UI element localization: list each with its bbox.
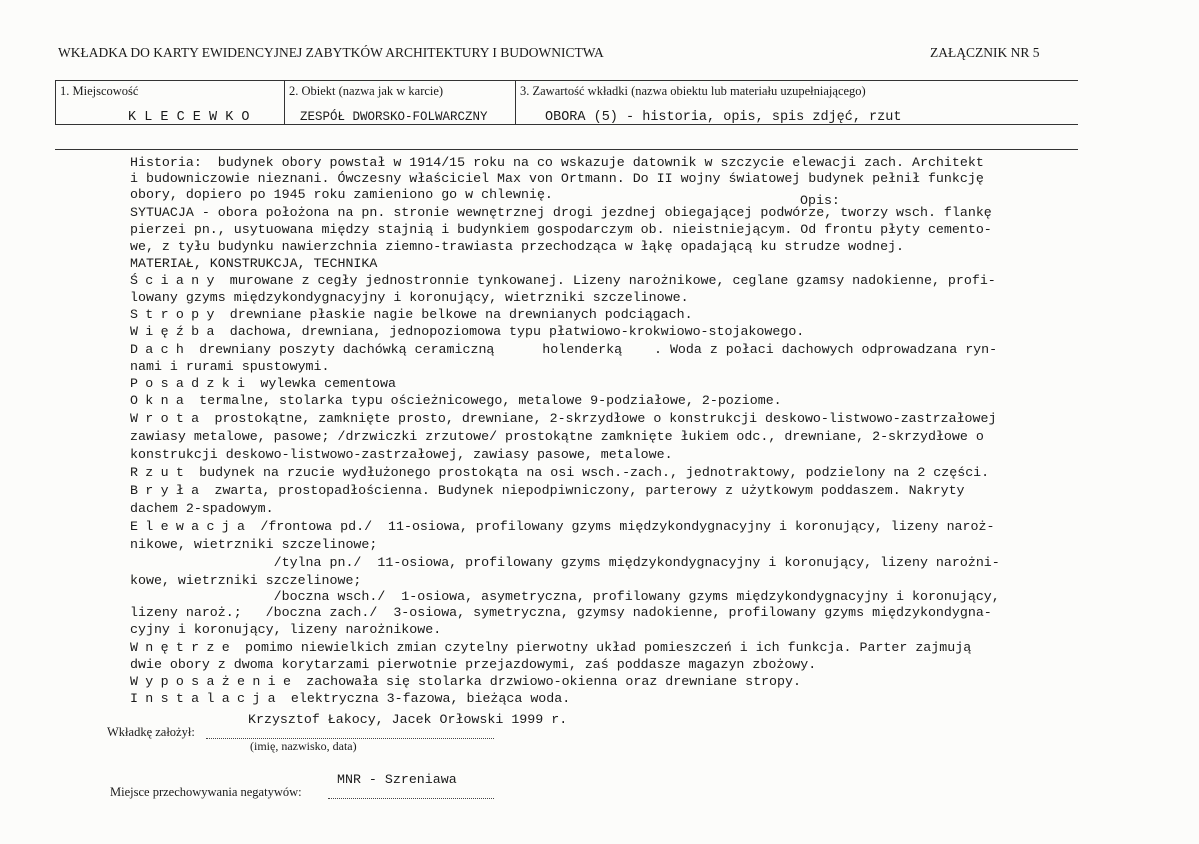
truss-term: Więźba [130,324,222,339]
gates-line-1: Wrota prostokątne, zamknięte prosto, drewniane, 2-skrzydłowe o konstrukcji deskowo-listwowo-zastrzałowej [130,411,997,426]
mass-line-1: Bryła zwarta, prostopadłościenna. Budynek niepodpiwniczony, parterowy z użytkowym poddaszem. Nakryty [130,483,965,498]
mass-term: Bryła [130,483,207,498]
walls-line-2: lowany gzyms międzykondygnacyjny i koronujący, wietrzniki szczelinowe. [130,290,689,305]
content-value: OBORA (5) - historia, opis, spis zdjęć, rzut [545,110,902,125]
column-divider-2 [515,80,516,124]
windows-line: Okna termalne, stolarka typu ościeżnicowego, metalowe 9-podziałowe, 2-poziome. [130,393,782,408]
elevation-line-4: kowe, wietrzniki szczelinowe; [130,573,362,588]
ceilings-line: Stropy drewniane płaskie nagie belkowe na drewnianych podciągach. [130,307,693,322]
interior-line-2: dwie obory z dwoma korytarzami pierwotnie przejazdowymi, zaś poddasze magazyn zbożowy. [130,657,817,672]
plan-line: Rzut budynek na rzucie wydłużonego prostokąta na osi wsch.-zach., jednotraktowy, podzielony na 2 części. [130,465,990,480]
ceilings-term: Stropy [130,307,222,322]
elevation-line-6: lizeny naroż.; /boczna zach./ 3-osiowa, symetryczna, gzymsy nadokienne, profilowany gzyms międzykondygna- [130,605,992,620]
elevation-line-5: /boczna wsch./ 1-osiowa, asymetryczna, profilowany gzyms międzykondygnacyjny i koronujący, [130,589,1000,604]
authors-value: Krzysztof Łakocy, Jacek Orłowski 1999 r. [248,712,568,727]
created-by-label: Wkładkę założył: [107,725,195,739]
history-line-1: Historia: budynek obory powstał w 1914/15 roku na co wskazuje datownik w szczycie elewacji zach. Architekt [130,155,984,170]
plan-term: Rzut [130,465,192,480]
column-divider-1 [284,80,285,124]
gates-term: Wrota [130,411,207,426]
history-line-3: obory, dopiero po 1945 roku zamieniono go w chlewnię. [130,187,553,202]
storage-label: Miejsce przechowywania negatywów: [110,785,302,799]
locality-value: K L E C E W K O [128,110,250,125]
elevation-line-7: cyjny i koronujący, lizeny narożnikowe. [130,622,442,637]
content-divider [55,149,1078,150]
elevation-line-2: nikowe, wietrzniki szczelinowe; [130,537,378,552]
location-line-3: we, z tyłu budynku nawierzchnia ziemno-trawiasta przechodząca w łąkę opadającą ku strudze wodnej. [130,239,905,254]
table-top-border [55,80,1078,81]
installation-line: Instalacja elektryczna 3-fazowa, bieżąca woda. [130,691,571,706]
object-value: ZESPÓŁ DWORSKO-FOLWARCZNY [300,110,488,124]
content-label: 3. Zawartość wkładki (nazwa obiektu lub materiału uzupełniającego) [520,84,866,98]
interior-line-1: Wnętrze pomimo niewielkich zmian czytelny pierwotny układ pomieszczeń i ich funkcja. Parter zajmują [130,640,972,655]
gates-line-2: zawiasy metalowe, pasowe; /drzwiczki zrzutowe/ prostokątne zamknięte łukiem odc., drewniane, 2-skrzydłowe o [130,429,984,444]
interior-term: Wnętrze [130,640,238,655]
gates-line-3: konstrukcji deskowo-listwowo-zastrzałowej, zawiasy pasowe, metalowe. [130,447,673,462]
object-label: 2. Obiekt (nazwa jak w karcie) [289,84,444,98]
history-line-2: i budowniczowie nieznani. Ówczesny właściciel Max von Ortmann. Do II wojny światowej budynek pełnił funkcję [130,171,984,186]
section-heading: MATERIAŁ, KONSTRUKCJA, TECHNIKA [130,256,378,271]
table-left-border [55,80,56,124]
windows-term: Okna [130,393,192,408]
created-by-hint: (imię, nazwisko, data) [250,739,357,753]
location-line-1: SYTUACJA - obora położona na pn. stronie wewnętrznej drogi jezdnej obiegającej podwórze, tworzy wsch. flankę [130,205,992,220]
annex-number: ZAŁĄCZNIK NR 5 [930,45,1040,60]
floors-line: Posadzki wylewka cementowa [130,376,396,391]
storage-value: MNR - Szreniawa [337,772,457,787]
truss-line: Więźba dachowa, drewniana, jednopoziomowa typu płatwiowo-krokwiowo-stojakowego. [130,324,805,339]
installation-term: Instalacja [130,691,283,706]
elevation-line-3: /tylna pn./ 11-osiowa, profilowany gzyms międzykondygnacyjny i koronujący, lizeny narożni- [130,555,1000,570]
equipment-term: Wyposażenie [130,674,299,689]
mass-line-2: dachem 2-spadowym. [130,501,274,516]
roof-term: Dach [130,342,192,357]
storage-dotted-line [328,798,494,799]
roof-line-2: nami i rurami spustowymi. [130,359,330,374]
elevation-term: Elewacja [130,519,253,534]
walls-term: Ściany [130,273,222,288]
floors-term: Posadzki [130,376,253,391]
elevation-line-1: Elewacja /frontowa pd./ 11-osiowa, profilowany gzyms międzykondygnacyjny i koronujący, lizeny naroż- [130,519,995,534]
roof-line-1: Dach drewniany poszyty dachówką ceramiczną holenderką . Woda z połaci dachowych odprowadzana ryn- [130,342,998,357]
locality-label: 1. Miejscowość [60,84,139,98]
location-line-2: pierzei pn., usytuowana między stajnią i budynkiem gospodarczym ob. nieistniejącym. Od frontu płyty cemento- [130,222,992,237]
equipment-line: Wyposażenie zachowała się stolarka drzwiowo-okienna oraz drewniane stropy. [130,674,801,689]
document-title: WKŁADKA DO KARTY EWIDENCYJNEJ ZABYTKÓW ARCHITEKTURY I BUDOWNICTWA [58,45,604,60]
description-heading: Opis: [800,193,840,208]
walls-line-1: Ściany murowane z cegły jednostronnie tynkowanej. Lizeny narożnikowe, ceglane gzamsy nadokienne, profi- [130,273,996,288]
